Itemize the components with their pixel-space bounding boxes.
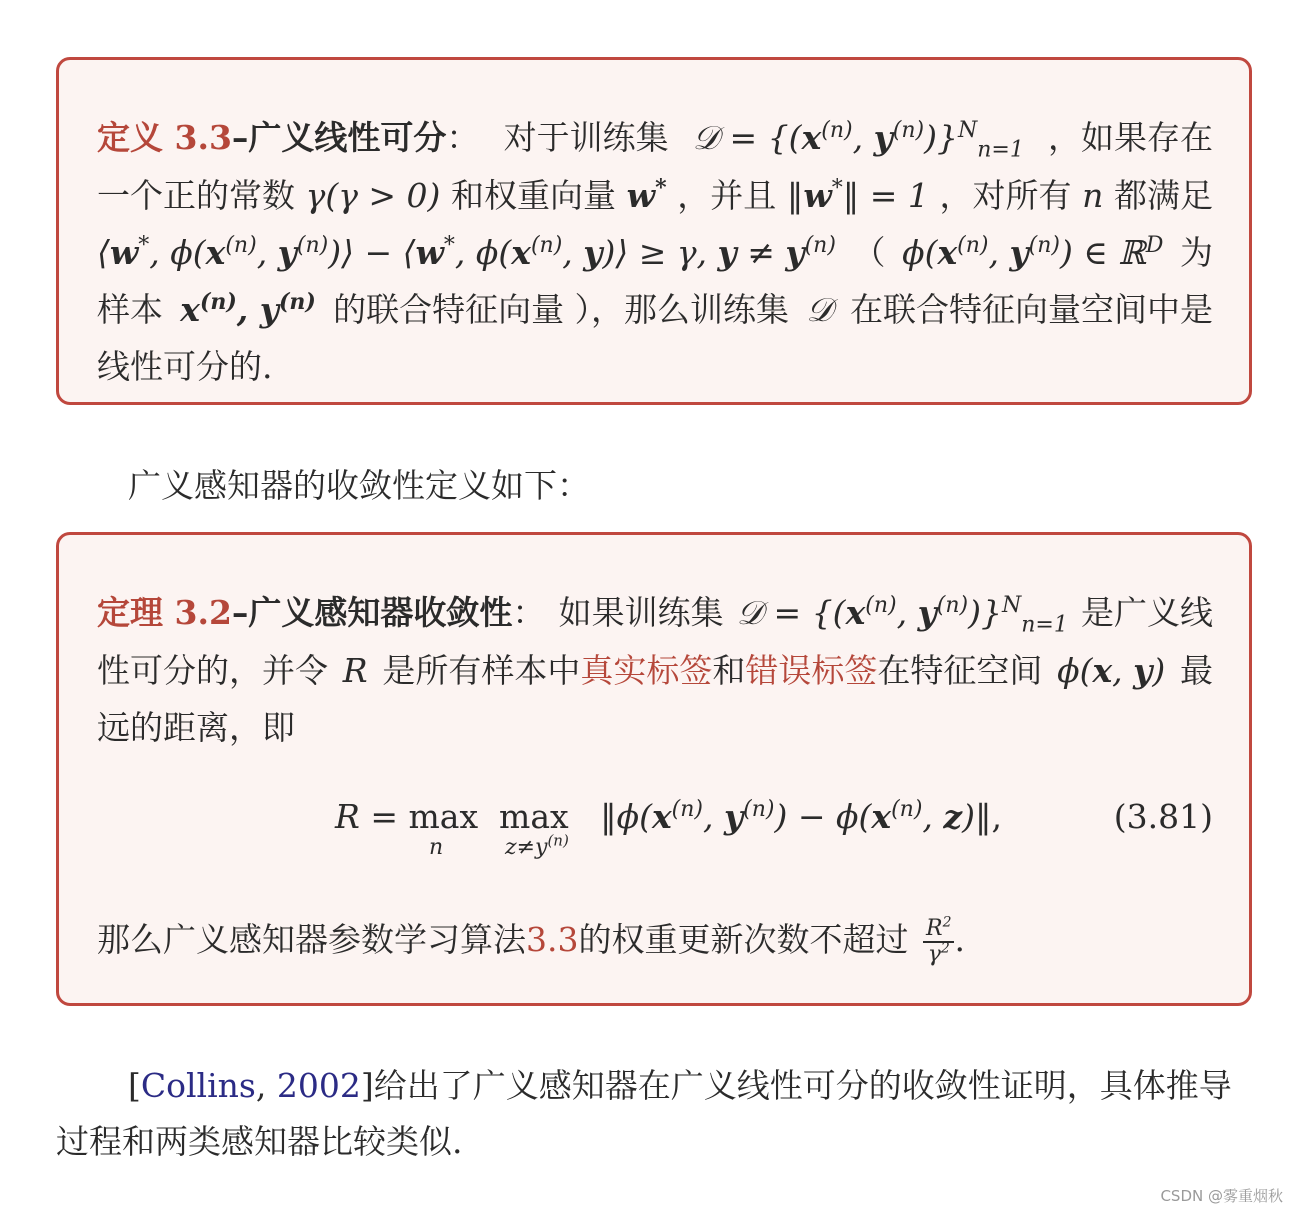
math-dataset: 𝒟 = {($x^{(n)}$, $y^{(n)})\}^N_{n=1}$ <box>692 118 1024 163</box>
theorem-line-2: 性可分的，并令 R 是所有样本中真实标签和错误标签在特征空间 ϕ(x, y) 最 <box>97 651 1213 690</box>
definition-line-1: 定义 3.3–广义线性可分： 对于训练集 𝒟 = {($x^{(n)}$, $y^{(n)})\}^N_{n=1}$ ，如果存在 <box>97 118 1213 163</box>
algorithm-3-3-link[interactable]: 3.3 <box>526 920 579 959</box>
definition-line-2: 一个正的常数 γ(γ > 0) 和权重向量 w* ，并且 ‖w*‖ = 1 ，对所有 n 都满足 <box>97 175 1213 215</box>
definition-label: 定义 3.3 <box>97 118 232 157</box>
csdn-watermark: CSDN @雾重烟秋 <box>1160 1187 1283 1205</box>
definition-line-3: ⟨w*, $\phi(x^{(n)}$, $y^{(n)})⟩$ − ⟨w*, $\phi(x^{(n)}$, y)⟩ ≥ γ, $y \ne y^{(n)}$ （ $\phi(x^{(n)}$, $y^{(n)}$) ∈ ℝ$^D$ 为 <box>97 233 1213 272</box>
theorem-label: 定理 3.2 <box>97 593 232 632</box>
equation-sub-z: $z\ne y^{(n)}$ <box>505 831 569 860</box>
definition-line-4: 样本 $x^{(n)}$, $y^{(n)}$ 的联合特征向量 ），那么训练集 𝒟 在联合特征向量空间中是 <box>97 289 1213 329</box>
citation-year-link[interactable]: 2002 <box>276 1066 361 1105</box>
equation-number: (3.81) <box>1113 797 1213 836</box>
theorem-line-1: 定理 3.2–广义感知器收敛性： 如果训练集 𝒟 = {($x^{(n)}$, $y^{(n)})\}^N_{n=1}$ 是广义线 <box>97 593 1213 638</box>
equation-3-81 <box>95 797 1213 867</box>
theorem-box <box>56 532 1252 1006</box>
citation-paragraph-line-2: 过程和两类感知器比较类似. <box>56 1122 463 1161</box>
theorem-title: –广义感知器收敛性 <box>231 593 513 632</box>
definition-text: 对于训练集 <box>503 118 669 157</box>
definition-box <box>56 57 1252 405</box>
wrong-label-link[interactable]: 错误标签 <box>745 651 878 690</box>
citation-link[interactable]: Collins <box>140 1066 256 1105</box>
theorem-line-3: 远的距离，即 <box>97 708 295 747</box>
math-margin-condition: ⟨w*, $\phi(x^{(n)}$, $y^{(n)})⟩$ − ⟨w*, $\phi(x^{(n)}$, y)⟩ ≥ γ, $y \ne y^{(n)}$ <box>97 233 836 272</box>
definition-line-5: 线性可分的. <box>97 347 273 386</box>
equation-sub-n: n <box>429 835 444 860</box>
fraction-r2-gamma2: $\frac{R^2}{\gamma^2}$ <box>923 917 955 967</box>
citation-paragraph-line-1: [Collins, 2002]给出了广义感知器在广义线性可分的收敛性证明，具体推导 <box>128 1066 1232 1105</box>
intro-paragraph: 广义感知器的收敛性定义如下： <box>128 466 590 505</box>
equation-body: $R = \max \max ‖\phi(x^{(n)}$, $y^{(n)}) - \phi(x^{(n)}$, z)‖, <box>335 797 1003 836</box>
true-label-link[interactable]: 真实标签 <box>580 651 713 690</box>
theorem-conclusion: 那么广义感知器参数学习算法3.3的权重更新次数不超过 $\frac{R^2}{\gamma^2}$ . <box>97 914 965 967</box>
definition-title: –广义线性可分 <box>231 118 447 157</box>
